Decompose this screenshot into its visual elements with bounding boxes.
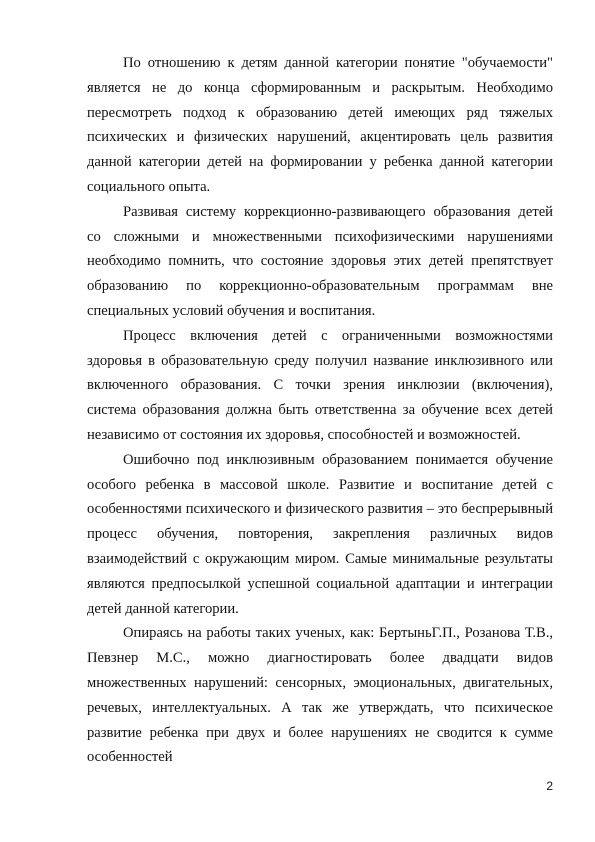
paragraph-5: Опираясь на работы таких ученых, как: БертыньГ.П., Розанова Т.В., Певзнер М.С., можно диагностировать более двадцати видов множественных нарушений: сенсорных, эмоциональных, двигательных, речевых, интеллектуальных. А так же утверждать, что психическое развитие ребенка при двух и более нарушениях не сводится к сумме особенностей: [87, 625, 553, 766]
paragraph-1: По отношению к детям данной категории понятие "обучаемости" является не до конца сформированным и раскрытым. Необходимо пересмотреть подход к образованию детей имеющих ряд тяжелых психических и физических нарушений, акцентировать цель развития данной категории детей на формировании у ребенка данной категории социального опыта.: [87, 55, 553, 195]
paragraph-3: Процесс включения детей с ограниченными возможностями здоровья в образовательную среду получил название инклюзивного или включенного образования. С точки зрения инклюзии (включения), система образования должна быть ответственна за обучение всех детей независимо от состояния их здоровья, способностей и возможностей.: [87, 327, 553, 443]
page-number: 2: [546, 779, 553, 793]
document-body: [87, 51, 553, 770]
paragraph-4: Ошибочно под инклюзивным образованием понимается обучение особого ребенка в массовой школе. Развитие и воспитание детей с особенностями психического и физического развития – это беспрерывный процесс обучения, повторения, закрепления различных видов взаимодействий с окружающим миром. Самые минимальные результаты являются предпосылкой успешной социальной адаптации и интеграции детей данной категории.: [87, 451, 553, 617]
paragraph-2: Развивая систему коррекционно-развивающего образования детей со сложными и множественными психофизическими нарушениями необходимо помнить, что состояние здоровья этих детей препятствует образованию по коррекционно-образовательным программам вне специальных условий обучения и воспитания.: [87, 203, 553, 319]
